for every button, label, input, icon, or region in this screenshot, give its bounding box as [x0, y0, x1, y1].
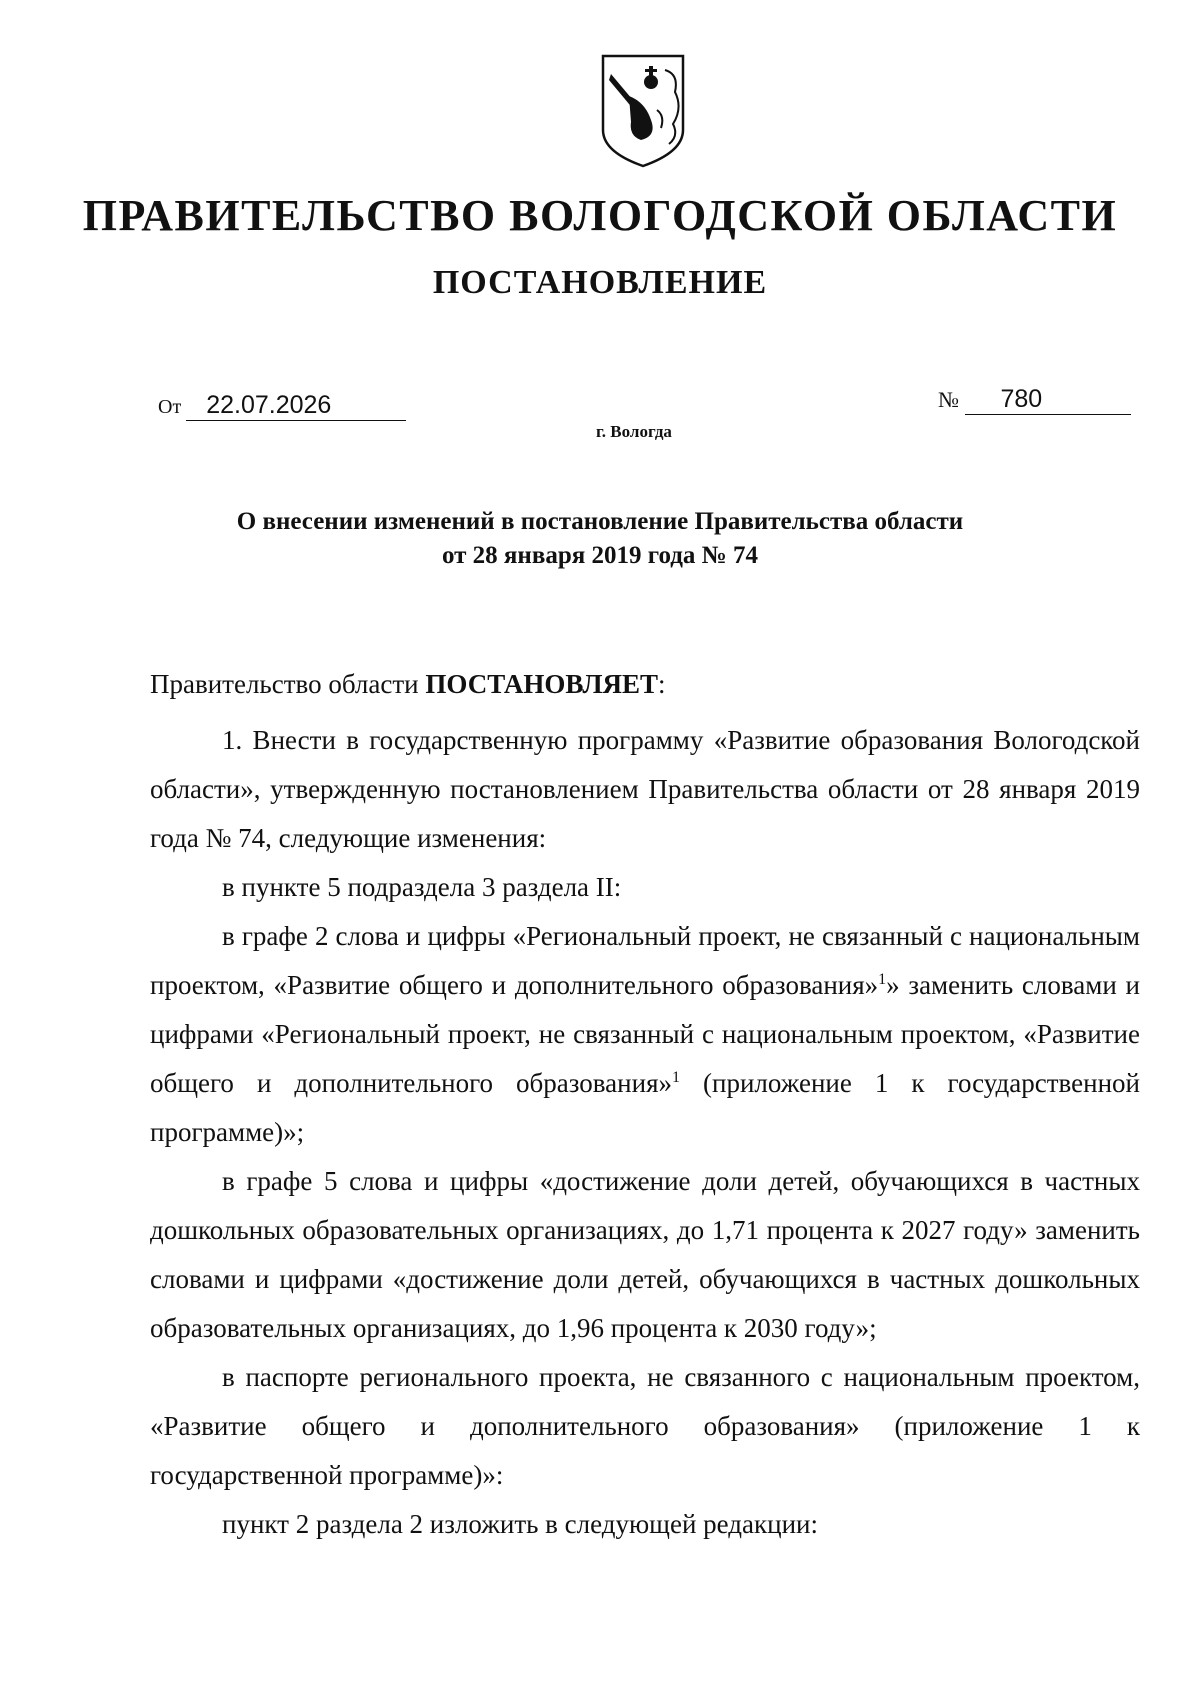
city-label: г. Вологда	[596, 422, 672, 441]
paragraph-4: в графе 5 слова и цифры «достижение доли детей, обучающихся в частных дошкольных образовательных организациях, до 1,71 процента к 2027 году» заменить словами и цифрами «достижение доли детей, обучающихся в частных дошкольных образовательных организациях, до 1,96 процента к 2030 году»;	[150, 1166, 1140, 1343]
subject-line-2: от 28 января 2019 года № 74	[441, 542, 759, 569]
document-subject	[150, 505, 1050, 573]
footnote-mark-2: 1	[671, 1069, 680, 1086]
intro-decree-word: ПОСТАНОВЛЯЕТ	[425, 669, 658, 699]
paragraph-6: пункт 2 раздела 2 изложить в следующей редакции:	[222, 1509, 818, 1539]
footnote-mark-1: 1	[878, 971, 887, 988]
document-type-title: ПОСТАНОВЛЕНИЕ	[432, 264, 768, 301]
paragraph-3-part-b: » заменить словами и цифрами «Региональный проект, не связанный с национальным проектом, «Развитие общего и дополнительного образования»	[150, 970, 1140, 1098]
number-label: №	[938, 387, 959, 412]
paragraph-3-part-a: в графе 2 слова и цифры «Региональный проект, не связанный с национальным проектом, «Развитие общего и дополнительного образования»	[150, 921, 1140, 1000]
organization-title: ПРАВИТЕЛЬСТВО ВОЛОГОДСКОЙ ОБЛАСТИ	[82, 191, 1118, 240]
intro-colon: :	[657, 669, 666, 699]
document-body	[150, 660, 1140, 1549]
paragraph-5: в паспорте регионального проекта, не связанного с национальным проектом, «Развитие общего и дополнительного образования» (приложение 1 к государственной программе)»:	[150, 1362, 1140, 1490]
date-line	[158, 390, 406, 421]
date-value: 22.07.2026	[186, 390, 406, 421]
paragraph-3	[150, 912, 1140, 1157]
coat-of-arms-emblem	[599, 52, 687, 170]
number-value: 780	[965, 384, 1131, 415]
date-label: От	[158, 396, 182, 418]
paragraph-3-part-c: (приложение 1 к государственной программе)»;	[150, 1068, 1140, 1147]
subject-line-1: О внесении изменений в постановление Правительства области	[236, 508, 964, 535]
paragraph-2: в пункте 5 подраздела 3 раздела II:	[222, 872, 622, 902]
number-line	[938, 384, 1131, 415]
intro-paragraph	[150, 660, 1140, 709]
intro-text: Правительство области	[150, 669, 426, 699]
paragraph-1: 1. Внести в государственную программу «Развитие образования Вологодской области», утвержденную постановлением Правительства области от 28 января 2019 года № 74, следующие изменения:	[150, 725, 1140, 853]
